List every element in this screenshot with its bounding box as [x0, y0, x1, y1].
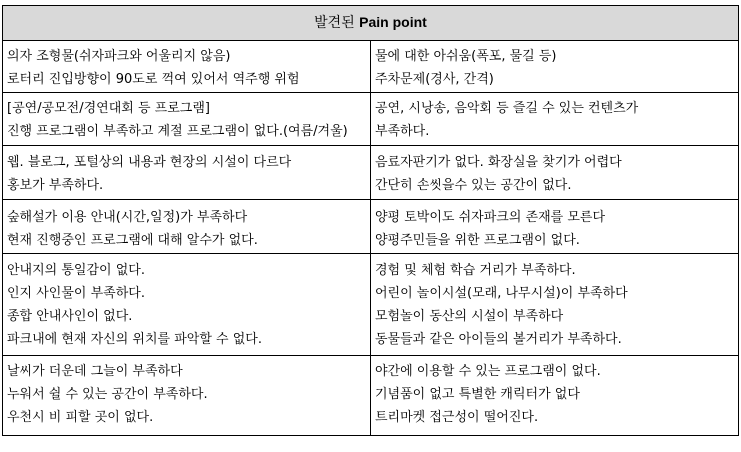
- cell-line: 모험놀이 동산의 시설이 부족하다: [375, 309, 564, 324]
- table-row: [3, 254, 739, 356]
- cell-line: 안내지의 통일감이 없다.: [7, 263, 145, 278]
- cell-line: [공연/공모전/경연대회 등 프로그램]: [7, 101, 210, 116]
- left-cell: [3, 356, 371, 436]
- left-cell: [3, 146, 371, 200]
- cell-line: 의자 조형물(쉬자파크와 어울리지 않음): [7, 49, 231, 64]
- right-cell: [371, 200, 739, 254]
- cell-line: 주차문제(경사, 간격): [375, 72, 494, 87]
- cell-line: 간단히 손씻을수 있는 공간이 없다.: [375, 178, 572, 193]
- cell-line: 숲해설가 이용 안내(시간,일정)가 부족하다: [7, 210, 248, 225]
- cell-line: 양평주민들을 위한 프로그램이 없다.: [375, 233, 580, 248]
- table-row: [3, 93, 739, 146]
- cell-line: 진행 프로그램이 부족하고 계절 프로그램이 없다.(여름/겨울): [7, 124, 348, 139]
- cell-line: 부족하다.: [375, 124, 430, 139]
- left-cell: [3, 41, 371, 93]
- header-title-ko: 발견된: [314, 15, 355, 31]
- left-cell: [3, 200, 371, 254]
- cell-line: 동물들과 같은 아이들의 볼거리가 부족하다.: [375, 332, 622, 347]
- cell-line: 인지 사인물이 부족하다.: [7, 286, 145, 301]
- table-header: [3, 6, 739, 41]
- cell-line: 파크내에 현재 자신의 위치를 파악할 수 없다.: [7, 332, 262, 347]
- cell-line: 경험 및 체험 학습 거리가 부족하다.: [375, 263, 576, 278]
- pain-point-table: [2, 5, 739, 436]
- table-row: [3, 356, 739, 436]
- cell-line: 웹. 블로그, 포털상의 내용과 현장의 시설이 다르다: [7, 155, 292, 170]
- cell-line: 공연, 시낭송, 음악회 등 즐길 수 있는 컨텐츠가: [375, 101, 639, 116]
- right-cell: [371, 254, 739, 356]
- right-cell: [371, 146, 739, 200]
- table-row: [3, 200, 739, 254]
- right-cell: [371, 93, 739, 146]
- cell-line: 야간에 이용할 수 있는 프로그램이 없다.: [375, 364, 601, 379]
- cell-line: 현재 진행중인 프로그램에 대해 알수가 없다.: [7, 233, 258, 248]
- cell-line: 홍보가 부족하다.: [7, 178, 104, 193]
- document-page: [2, 5, 739, 436]
- cell-line: 종합 안내사인이 없다.: [7, 309, 133, 324]
- cell-line: 물에 대한 아쉬움(폭포, 물길 등): [375, 49, 557, 64]
- cell-line: 날씨가 더운데 그늘이 부족하다: [7, 364, 183, 379]
- cell-line: 트리마켓 접근성이 떨어진다.: [375, 410, 539, 425]
- table-header-row: [3, 6, 739, 41]
- cell-line: 누워서 쉴 수 있는 공간이 부족하다.: [7, 387, 208, 402]
- header-title-en: Pain point: [359, 14, 427, 30]
- cell-line: 음료자판기가 없다. 화장실을 찾기가 어렵다: [375, 155, 622, 170]
- cell-line: 기념품이 없고 특별한 캐릭터가 없다: [375, 387, 580, 402]
- right-cell: [371, 41, 739, 93]
- cell-line: 우천시 비 피할 곳이 없다.: [7, 410, 154, 425]
- left-cell: [3, 254, 371, 356]
- left-cell: [3, 93, 371, 146]
- cell-line: 로터리 진입방향이 90도로 꺽여 있어서 역주행 위험: [7, 72, 300, 87]
- right-cell: [371, 356, 739, 436]
- table-row: [3, 146, 739, 200]
- cell-line: 양평 토박이도 쉬자파크의 존재를 모른다: [375, 210, 606, 225]
- cell-line: 어린이 놀이시설(모래, 나무시설)이 부족하다: [375, 286, 628, 301]
- table-row: [3, 41, 739, 93]
